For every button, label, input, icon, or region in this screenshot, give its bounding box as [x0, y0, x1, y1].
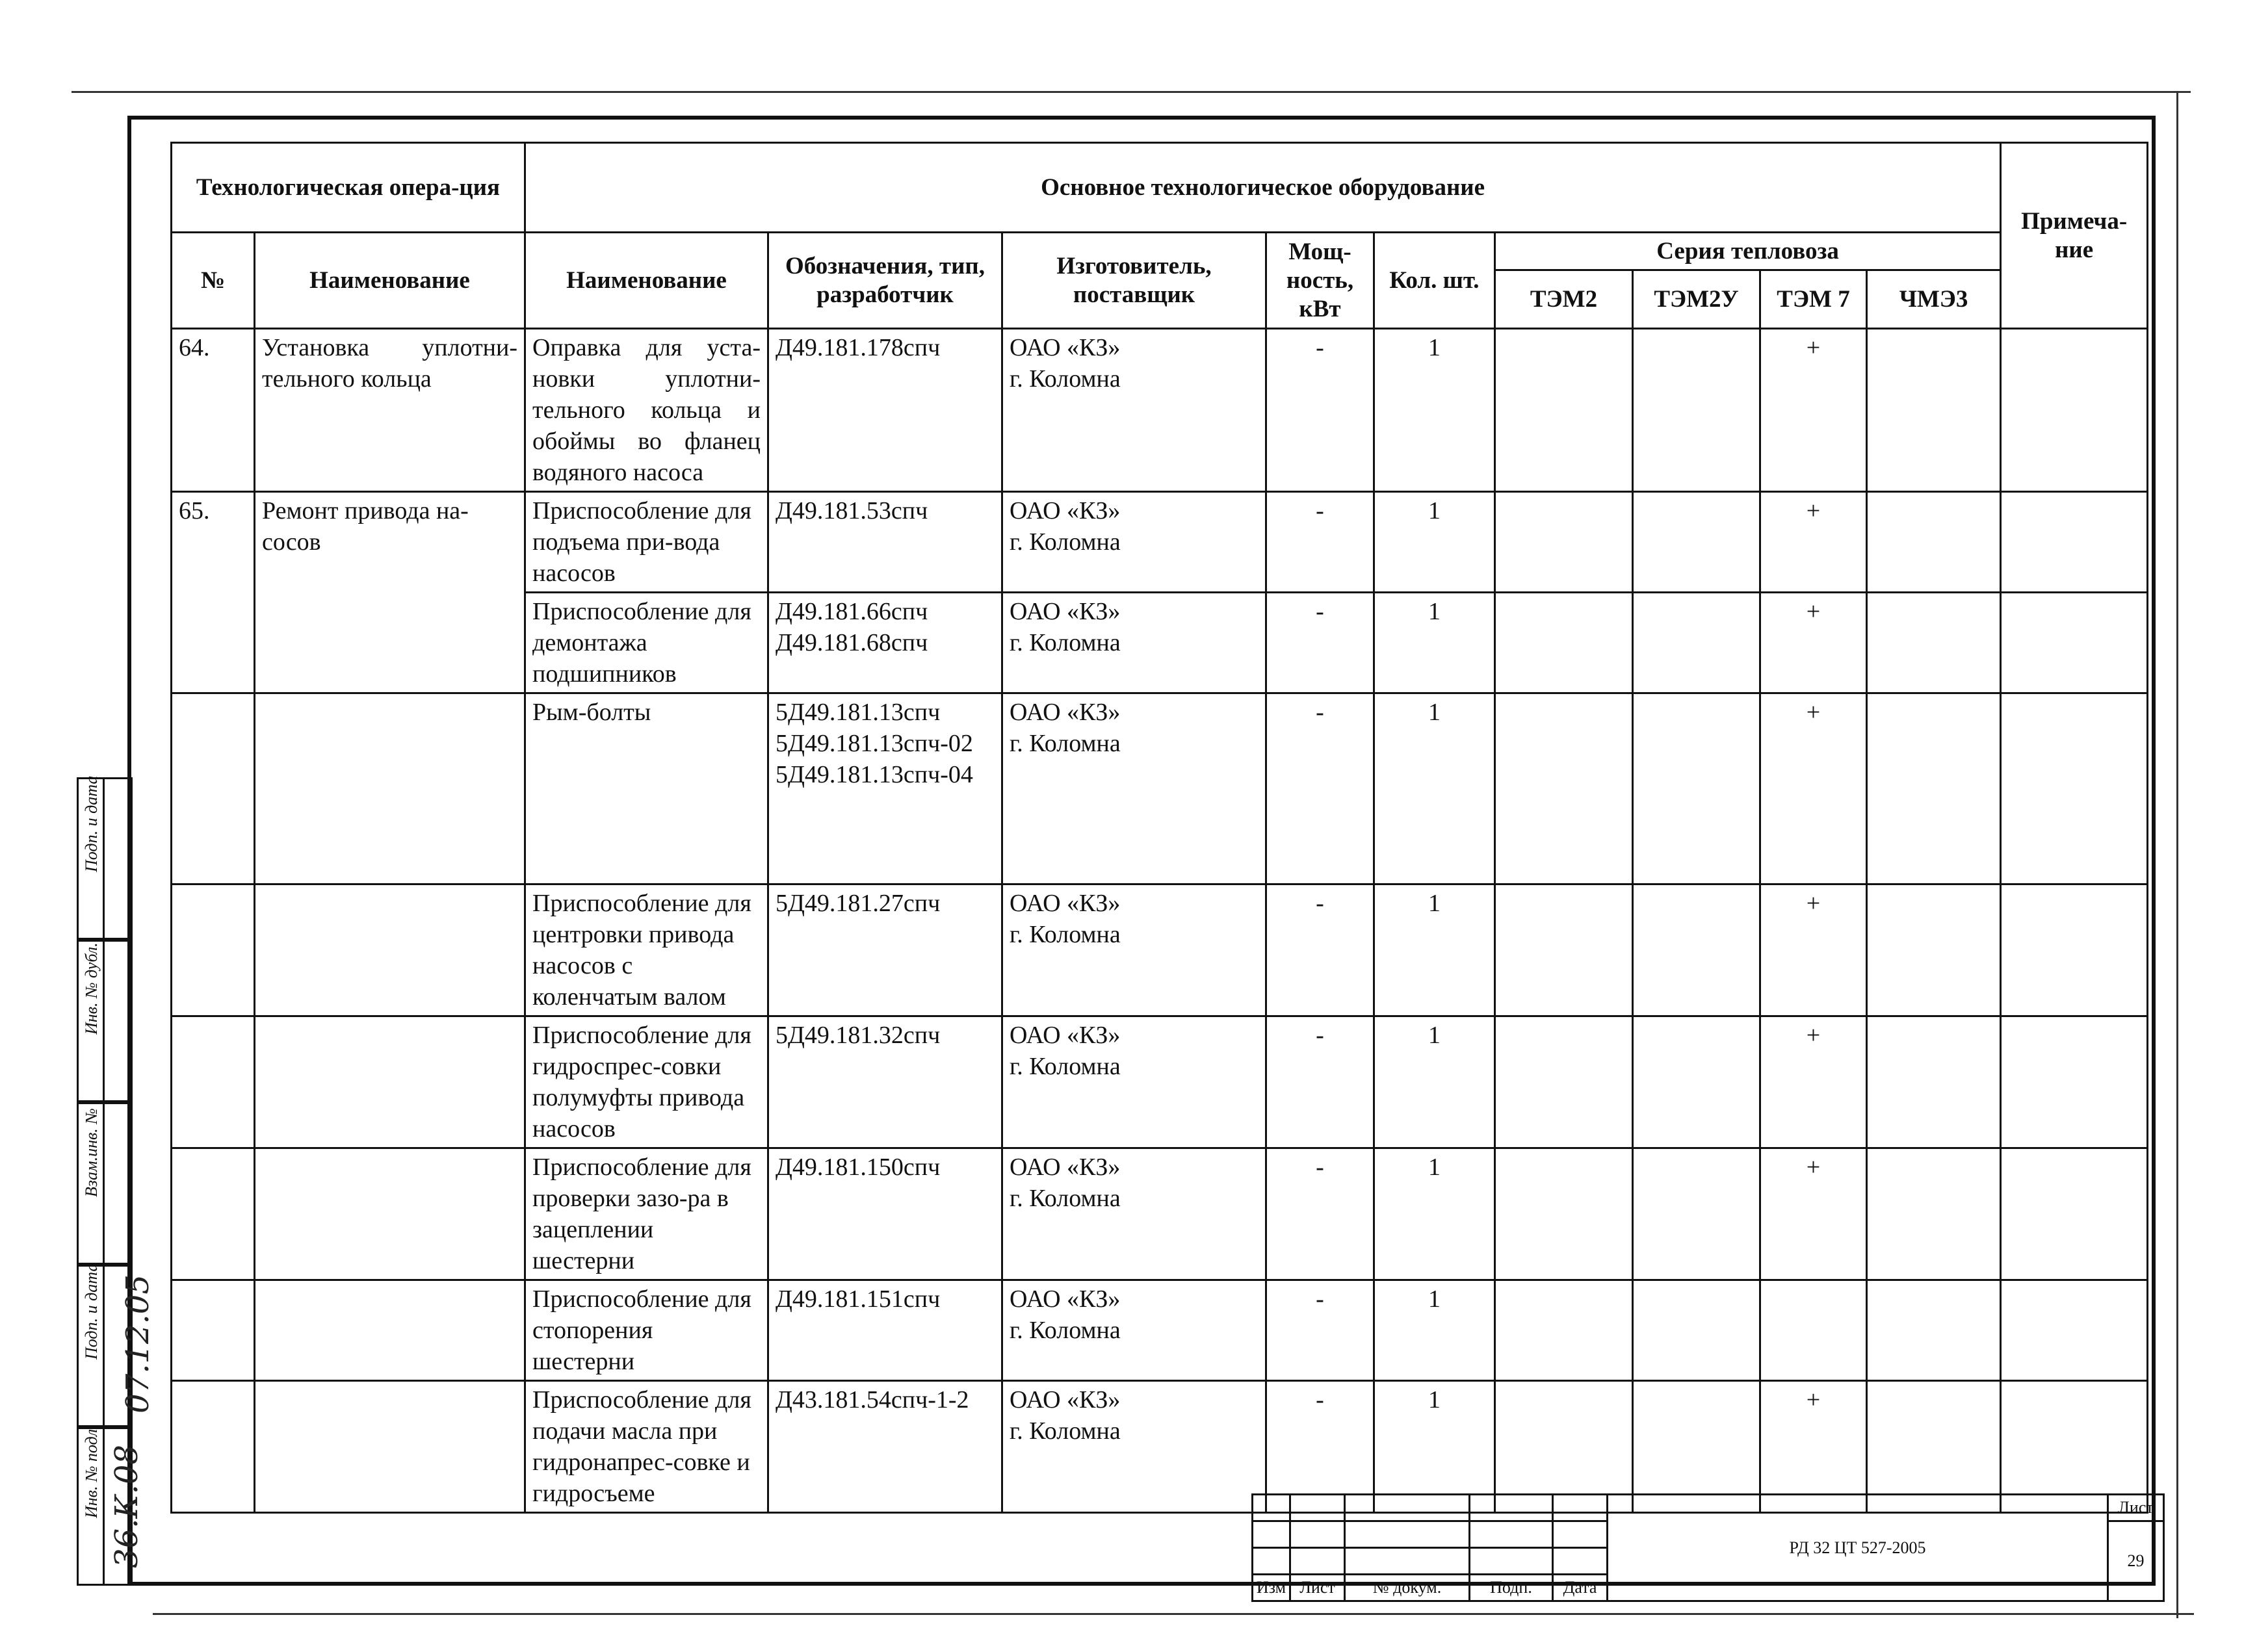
- eq-designation: Д49.181.150спч: [768, 1148, 1002, 1280]
- eq-power: -: [1266, 1381, 1374, 1513]
- op-name: Ремонт привода на-сосов: [255, 492, 525, 693]
- header-num: №: [172, 233, 255, 329]
- eq-designation: Д43.181.54спч-1-2: [768, 1381, 1002, 1513]
- equipment-table: [170, 142, 2148, 1514]
- side-field-vzam-inv: [77, 1102, 133, 1265]
- handwritten-inv-number: 36.К.08: [108, 1445, 145, 1568]
- eq-designation: Д49.181.178спч: [768, 329, 1002, 492]
- top-border-line: [72, 91, 2191, 93]
- eq-power: -: [1266, 693, 1374, 884]
- header-main-equipment: Основное технологическое оборудование: [525, 143, 2001, 233]
- eq-manufacturer: ОАО «КЗ» г. Коломна: [1002, 1016, 1266, 1148]
- eq-manufacturer: ОАО «КЗ» г. Коломна: [1002, 593, 1266, 693]
- eq-power: -: [1266, 492, 1374, 593]
- title-block: [1251, 1493, 2165, 1602]
- doc-code: РД 32 ЦТ 527-2005: [1608, 1495, 2108, 1601]
- header-op-name: Наименование: [255, 233, 525, 329]
- eq-qty: 1: [1374, 492, 1495, 593]
- sheet-label: Лист: [2108, 1495, 2164, 1521]
- eq-manufacturer: ОАО «КЗ» г. Коломна: [1002, 329, 1266, 492]
- eq-manufacturer: ОАО «КЗ» г. Коломна: [1002, 693, 1266, 884]
- eq-manufacturer: ОАО «КЗ» г. Коломна: [1002, 1280, 1266, 1381]
- side-label: Инв. № дубл.: [82, 942, 101, 1035]
- eq-tem7: +: [1760, 492, 1867, 593]
- eq-designation: 5Д49.181.13спч 5Д49.181.13спч-02 5Д49.181.13спч-04: [768, 693, 1002, 884]
- eq-designation: Д49.181.66спч Д49.181.68спч: [768, 593, 1002, 693]
- eq-qty: 1: [1374, 884, 1495, 1016]
- eq-tem7: +: [1760, 1148, 1867, 1280]
- header-series-tem7: ТЭМ 7: [1760, 270, 1867, 329]
- table-row: [172, 1016, 2148, 1148]
- eq-qty: 1: [1374, 593, 1495, 693]
- eq-designation: 5Д49.181.32спч: [768, 1016, 1002, 1148]
- header-series-tem2: ТЭМ2: [1495, 270, 1633, 329]
- header-manufacturer: Изготовитель, поставщик: [1002, 233, 1266, 329]
- eq-tem7: +: [1760, 593, 1867, 693]
- eq-name: Приспособление для подъема при-вода насосов: [525, 492, 768, 593]
- eq-tem7: +: [1760, 693, 1867, 884]
- eq-tem7: [1760, 1280, 1867, 1381]
- header-series-tem2u: ТЭМ2У: [1633, 270, 1760, 329]
- eq-name: Приспособление для демонтажа подшипников: [525, 593, 768, 693]
- header-series-chme3: ЧМЭ3: [1867, 270, 2001, 329]
- eq-manufacturer: ОАО «КЗ» г. Коломна: [1002, 884, 1266, 1016]
- eq-tem7: +: [1760, 329, 1867, 492]
- op-num: 64.: [172, 329, 255, 492]
- eq-tem7: +: [1760, 1016, 1867, 1148]
- side-field-sign-date-1: [77, 777, 133, 940]
- eq-name: Приспособление для подачи масла при гидронапрес-совке и гидросъеме: [525, 1381, 768, 1513]
- sheet-number: 29: [2108, 1521, 2164, 1601]
- bottom-border-line: [153, 1613, 2194, 1615]
- stamp-izm: Изм: [1253, 1575, 1290, 1601]
- eq-qty: 1: [1374, 1148, 1495, 1280]
- right-border-line: [2176, 91, 2178, 1618]
- eq-qty: 1: [1374, 693, 1495, 884]
- eq-manufacturer: ОАО «КЗ» г. Коломна: [1002, 1148, 1266, 1280]
- stamp-list: Лист: [1290, 1575, 1345, 1601]
- eq-designation: 5Д49.181.27спч: [768, 884, 1002, 1016]
- eq-tem7: +: [1760, 884, 1867, 1016]
- eq-tem7: +: [1760, 1381, 1867, 1513]
- eq-name: Приспособление для гидроспрес-совки полумуфты привода насосов: [525, 1016, 768, 1148]
- eq-manufacturer: ОАО «КЗ» г. Коломна: [1002, 1381, 1266, 1513]
- handwritten-date: 07.12.05: [119, 1274, 156, 1413]
- eq-name: Рым-болты: [525, 693, 768, 884]
- header-power: Мощ-ность, кВт: [1266, 233, 1374, 329]
- stamp-doc-no: № докум.: [1345, 1575, 1470, 1601]
- side-label: Взам.инв. №: [82, 1108, 101, 1197]
- table-row: [172, 1148, 2148, 1280]
- side-label: Подп. и дата: [82, 775, 101, 872]
- eq-qty: 1: [1374, 1280, 1495, 1381]
- op-num: 65.: [172, 492, 255, 693]
- header-qty: Кол. шт.: [1374, 233, 1495, 329]
- header-tech-operation: Технологическая опера-ция: [172, 143, 525, 233]
- stamp-sign: Подп.: [1470, 1575, 1553, 1601]
- side-label: Инв. № подл.: [82, 1425, 101, 1518]
- table-row: [172, 1280, 2148, 1381]
- eq-manufacturer: ОАО «КЗ» г. Коломна: [1002, 492, 1266, 593]
- header-series: Серия тепловоза: [1495, 233, 2001, 270]
- eq-power: -: [1266, 884, 1374, 1016]
- eq-name: Приспособление для центровки привода насосов с коленчатым валом: [525, 884, 768, 1016]
- eq-power: -: [1266, 329, 1374, 492]
- eq-name: Приспособление для проверки зазо-ра в зацеплении шестерни: [525, 1148, 768, 1280]
- eq-designation: Д49.181.151спч: [768, 1280, 1002, 1381]
- table-row: [172, 693, 2148, 884]
- eq-qty: 1: [1374, 329, 1495, 492]
- eq-power: -: [1266, 1280, 1374, 1381]
- eq-qty: 1: [1374, 1381, 1495, 1513]
- table-row: [172, 492, 2148, 593]
- stamp-date: Дата: [1553, 1575, 1608, 1601]
- eq-name: Оправка для уста-новки уплотни-тельного кольца и обоймы во фланец водяного насоса: [525, 329, 768, 492]
- op-name: Установка уплотни-тельного кольца: [255, 329, 525, 492]
- side-field-inv-dubl: [77, 940, 133, 1102]
- eq-qty: 1: [1374, 1016, 1495, 1148]
- header-eq-name: Наименование: [525, 233, 768, 329]
- header-note: Примеча-ние: [2001, 143, 2148, 329]
- eq-power: -: [1266, 593, 1374, 693]
- table-row: [172, 329, 2148, 492]
- eq-designation: Д49.181.53спч: [768, 492, 1002, 593]
- side-label: Подп. и дата: [82, 1263, 101, 1360]
- eq-name: Приспособление для стопорения шестерни: [525, 1280, 768, 1381]
- header-designation: Обозначения, тип, разработчик: [768, 233, 1002, 329]
- table-row: [172, 884, 2148, 1016]
- eq-power: -: [1266, 1148, 1374, 1280]
- eq-power: -: [1266, 1016, 1374, 1148]
